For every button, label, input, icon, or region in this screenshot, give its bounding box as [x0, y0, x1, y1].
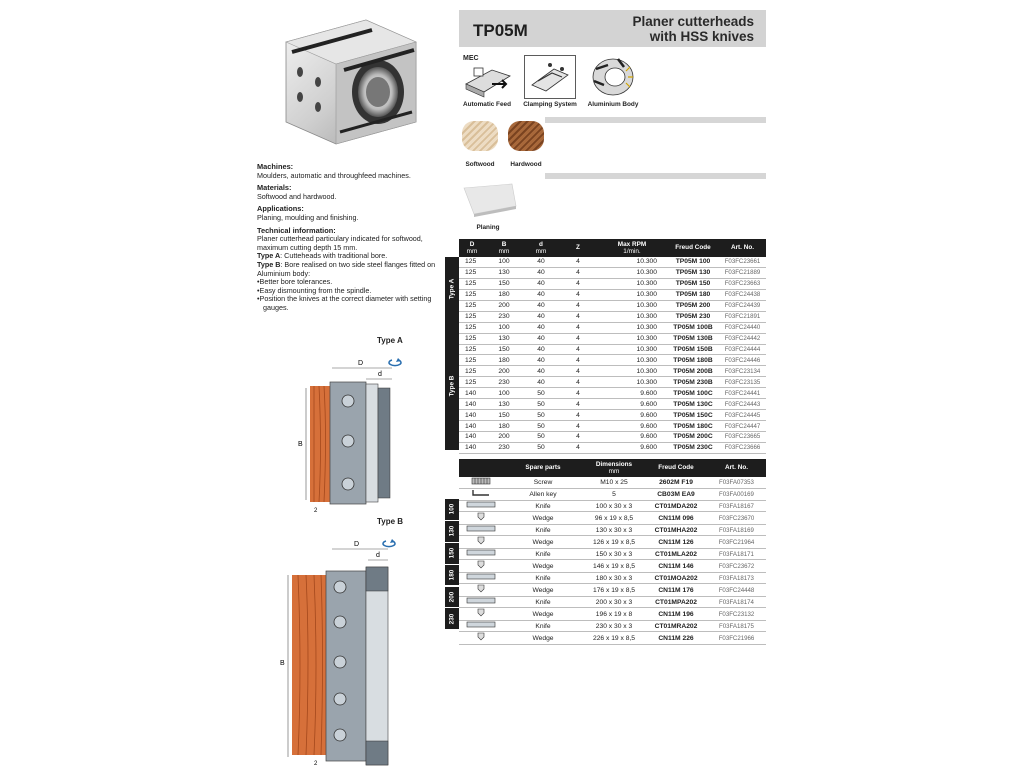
table-cell: F03FC24442 — [719, 333, 766, 344]
machines-text: Moulders, automatic and throughfeed machines. — [257, 170, 411, 180]
dim-d-upper-b: D — [354, 541, 360, 548]
table-cell: 9.600 — [597, 421, 667, 432]
product-info — [257, 163, 437, 313]
table-cell: 10.300 — [597, 344, 667, 355]
spare-part-name: Screw — [503, 477, 583, 489]
spare-part-name: Knife — [503, 525, 583, 536]
spare-part-name: Wedge — [503, 560, 583, 573]
spare-part-name: Wedge — [503, 512, 583, 525]
spare-icon-header — [459, 459, 503, 477]
table-cell: F03FC24443 — [719, 399, 766, 410]
table-cell: 10.300 — [597, 333, 667, 344]
table-cell: TP05M 230B — [667, 377, 719, 388]
table-row — [459, 366, 766, 377]
spare-parts-table — [459, 459, 766, 645]
materials-heading: Materials: — [257, 183, 292, 193]
table-cell: 10.300 — [597, 300, 667, 311]
spare-dimensions: 200 x 30 x 3 — [583, 597, 645, 608]
wedge-icon — [459, 512, 503, 525]
spare-row — [459, 525, 766, 536]
table-cell: 4 — [559, 257, 597, 267]
table-cell: 230 — [485, 377, 523, 388]
table-cell: TP05M 100 — [667, 257, 719, 267]
table-header-row — [459, 239, 766, 257]
table-cell: 4 — [559, 388, 597, 399]
table-cell: 40 — [523, 311, 559, 322]
table-cell: TP05M 150 — [667, 278, 719, 289]
spare-dimensions: 146 x 19 x 8,5 — [583, 560, 645, 573]
spare-group-label: 200 — [445, 587, 459, 608]
table-cell: TP05M 200C — [667, 432, 719, 443]
table-cell: 4 — [559, 300, 597, 311]
spare-dimensions: 130 x 30 x 3 — [583, 525, 645, 536]
spare-art-no: F03FA18174 — [707, 597, 766, 608]
spare-art-no: F03FC24448 — [707, 584, 766, 597]
automatic-feed-label: Automatic Feed — [463, 101, 511, 108]
table-row — [459, 278, 766, 289]
planing-icon — [460, 178, 520, 218]
cutterhead-photo — [266, 12, 426, 147]
table-cell: 125 — [459, 344, 485, 355]
mec-label: MEC — [463, 55, 479, 62]
table-cell: 200 — [485, 300, 523, 311]
spare-art-no: F03FA00169 — [707, 489, 766, 501]
spare-dimensions: 96 x 19 x 8,5 — [583, 512, 645, 525]
table-cell: TP05M 130 — [667, 267, 719, 278]
table-cell: 140 — [459, 388, 485, 399]
spare-freud-code: CN11M 096 — [645, 512, 707, 525]
spare-freud-code: CT01MRA202 — [645, 621, 707, 632]
table-cell: 200 — [485, 432, 523, 443]
table-cell: F03FC24446 — [719, 355, 766, 366]
table-cell: 50 — [523, 388, 559, 399]
knife-icon — [459, 501, 503, 512]
type-a-title: Type A — [377, 336, 403, 345]
spare-group-label: 180 — [445, 565, 459, 586]
table-cell: 40 — [523, 278, 559, 289]
dim-b: B — [298, 441, 303, 448]
table-cell: 230 — [485, 311, 523, 322]
spare-dimensions: 5 — [583, 489, 645, 501]
applications-text: Planing, moulding and finishing. — [257, 212, 359, 222]
spare-freud-code: CN11M 176 — [645, 584, 707, 597]
spare-row — [459, 549, 766, 560]
table-cell: 4 — [559, 432, 597, 443]
spare-art-no: F03FA18171 — [707, 549, 766, 560]
table-row — [459, 333, 766, 344]
table-cell: F03FC23665 — [719, 432, 766, 443]
table-cell: 40 — [523, 267, 559, 278]
table-cell: F03FC24439 — [719, 300, 766, 311]
table-cell: 200 — [485, 366, 523, 377]
spare-part-name: Wedge — [503, 608, 583, 621]
table-cell: 140 — [459, 410, 485, 421]
table-row — [459, 300, 766, 311]
table-cell: 4 — [559, 399, 597, 410]
spare-group-label: 230 — [445, 608, 459, 629]
table-cell: TP05M 200 — [667, 300, 719, 311]
bullet-list — [257, 278, 437, 312]
table-cell: TP05M 200B — [667, 366, 719, 377]
table-cell: 50 — [523, 421, 559, 432]
table-cell: 50 — [523, 442, 559, 453]
spare-art-no: F03FC23132 — [707, 608, 766, 621]
hardwood-label: Hardwood — [510, 161, 542, 168]
table-cell: 10.300 — [597, 311, 667, 322]
spare-art-no: F03FC23672 — [707, 560, 766, 573]
table-cell: 40 — [523, 377, 559, 388]
table-row — [459, 267, 766, 278]
wedge-icon — [459, 632, 503, 645]
table-cell: TP05M 130B — [667, 333, 719, 344]
table-cell: F03FC23661 — [719, 257, 766, 267]
spare-row — [459, 477, 766, 489]
spare-dimensions: 100 x 30 x 3 — [583, 501, 645, 512]
spare-art-no: F03FC21964 — [707, 536, 766, 549]
table-cell: TP05M 130C — [667, 399, 719, 410]
table-cell: F03FC21891 — [719, 311, 766, 322]
softwood-icon — [462, 121, 498, 151]
spare-art-no: F03FA18167 — [707, 501, 766, 512]
column-header: Z — [559, 239, 597, 257]
table-cell: 125 — [459, 311, 485, 322]
table-cell: 4 — [559, 355, 597, 366]
dimensions-header: Dimensions mm — [583, 459, 645, 477]
materials-text: Softwood and hardwood. — [257, 191, 337, 201]
table-row — [459, 311, 766, 322]
spare-row — [459, 621, 766, 632]
table-cell: TP05M 230 — [667, 311, 719, 322]
type-b-title: Type B — [377, 517, 404, 526]
product-code: TP05M — [473, 21, 528, 40]
table-cell: 230 — [485, 442, 523, 453]
table-cell: 50 — [523, 410, 559, 421]
table-cell: 40 — [523, 289, 559, 300]
spare-row — [459, 632, 766, 645]
bullet-item: • Better bore tolerances. — [257, 278, 437, 287]
spare-art-no: F03FA18169 — [707, 525, 766, 536]
spare-row — [459, 573, 766, 584]
spare-art-no: F03FA18175 — [707, 621, 766, 632]
spare-dimensions: 150 x 30 x 3 — [583, 549, 645, 560]
spare-part-name: Allen key — [503, 489, 583, 501]
table-cell: F03FC24444 — [719, 344, 766, 355]
table-cell: 180 — [485, 421, 523, 432]
table-cell: F03FC24440 — [719, 322, 766, 333]
table-cell: 40 — [523, 300, 559, 311]
table-cell: 10.300 — [597, 355, 667, 366]
type-b-row-label: Type B — [445, 321, 459, 450]
table-cell: 4 — [559, 410, 597, 421]
table-cell: F03FC24441 — [719, 388, 766, 399]
table-cell: 100 — [485, 322, 523, 333]
clamping-system-label: Clamping System — [523, 101, 577, 108]
dim-d-lower-b: d — [376, 552, 380, 559]
table-cell: 4 — [559, 322, 597, 333]
table-cell: TP05M 230C — [667, 442, 719, 453]
table-cell: 150 — [485, 344, 523, 355]
product-title: Planer cutterheads with HSS knives — [632, 14, 754, 44]
spare-row — [459, 512, 766, 525]
table-cell: 140 — [459, 432, 485, 443]
table-cell: 130 — [485, 399, 523, 410]
spare-freud-code: CT01MDA202 — [645, 501, 707, 512]
spare-part-name: Knife — [503, 597, 583, 608]
table-cell: 125 — [459, 322, 485, 333]
table-cell: 40 — [523, 322, 559, 333]
table-cell: 180 — [485, 355, 523, 366]
spare-art-no: F03FC21966 — [707, 632, 766, 645]
automatic-feed-icon — [462, 62, 514, 98]
spare-part-name: Wedge — [503, 584, 583, 597]
table-cell: 9.600 — [597, 388, 667, 399]
dim-d-lower: d — [378, 371, 382, 378]
spare-group-label: 130 — [445, 521, 459, 542]
spare-row — [459, 501, 766, 512]
type-a-description: Type A: Cutteheads with traditional bore. — [257, 251, 388, 261]
table-cell: 40 — [523, 333, 559, 344]
spare-row — [459, 536, 766, 549]
table-cell: 150 — [485, 278, 523, 289]
table-cell: 50 — [523, 432, 559, 443]
spare-freud-code: CT01MHA202 — [645, 525, 707, 536]
spare-row — [459, 608, 766, 621]
spare-freud-code: CT01MPA202 — [645, 597, 707, 608]
table-row — [459, 410, 766, 421]
table-cell: 125 — [459, 278, 485, 289]
table-cell: 40 — [523, 344, 559, 355]
table-cell: 9.600 — [597, 432, 667, 443]
table-cell: 130 — [485, 267, 523, 278]
type-b-description: Type B: Bore realised on two side steel flanges fitted on Aluminium body: — [257, 259, 436, 278]
table-cell: F03FC23134 — [719, 366, 766, 377]
table-row — [459, 388, 766, 399]
table-cell: 10.300 — [597, 267, 667, 278]
table-row — [459, 442, 766, 453]
type-a-row-label: Type A — [445, 257, 459, 321]
table-cell: F03FC24445 — [719, 410, 766, 421]
table-cell: TP05M 180 — [667, 289, 719, 300]
spare-parts-header: Spare parts — [503, 459, 583, 477]
table-cell: 4 — [559, 366, 597, 377]
freud-code-header: Freud Code — [645, 459, 707, 477]
main-spec-table — [459, 239, 766, 454]
spare-dimensions: M10 x 25 — [583, 477, 645, 489]
column-header: B mm — [485, 239, 523, 257]
table-cell: 125 — [459, 366, 485, 377]
table-row — [459, 399, 766, 410]
table-cell: 4 — [559, 289, 597, 300]
spare-row — [459, 489, 766, 501]
type-a-diagram — [292, 346, 412, 518]
table-cell: F03FC21889 — [719, 267, 766, 278]
table-cell: 10.300 — [597, 257, 667, 267]
spare-part-name: Knife — [503, 573, 583, 584]
table-cell: 140 — [459, 442, 485, 453]
table-cell: 125 — [459, 333, 485, 344]
product-header — [459, 10, 766, 47]
table-cell: 9.600 — [597, 442, 667, 453]
machines-heading: Machines: — [257, 162, 294, 171]
spare-row — [459, 584, 766, 597]
dim-d-upper: D — [358, 360, 364, 367]
table-cell: TP05M 100B — [667, 322, 719, 333]
aluminium-body-icon — [588, 55, 638, 99]
table-cell: 10.300 — [597, 377, 667, 388]
wedge-icon — [459, 536, 503, 549]
column-header: d mm — [523, 239, 559, 257]
table-cell: 125 — [459, 377, 485, 388]
table-cell: 140 — [459, 421, 485, 432]
allen-key-icon — [459, 489, 503, 501]
knife-icon — [459, 573, 503, 584]
table-cell: 4 — [559, 421, 597, 432]
spare-dimensions: 196 x 19 x 8 — [583, 608, 645, 621]
table-cell: 100 — [485, 388, 523, 399]
table-row — [459, 432, 766, 443]
table-cell: 180 — [485, 289, 523, 300]
table-cell: 10.300 — [597, 366, 667, 377]
table-cell: TP05M 100C — [667, 388, 719, 399]
dim-2: 2 — [314, 508, 318, 514]
spare-group-label: 150 — [445, 543, 459, 564]
table-row — [459, 344, 766, 355]
knife-icon — [459, 525, 503, 536]
knife-icon — [459, 549, 503, 560]
spare-part-name: Knife — [503, 501, 583, 512]
table-row — [459, 322, 766, 333]
table-cell: TP05M 180C — [667, 421, 719, 432]
table-cell: 9.600 — [597, 410, 667, 421]
divider-bar — [545, 117, 766, 123]
table-cell: 125 — [459, 355, 485, 366]
technical-heading: Technical information: — [257, 225, 336, 235]
table-cell: 4 — [559, 278, 597, 289]
spare-part-name: Wedge — [503, 632, 583, 645]
table-cell: 150 — [485, 410, 523, 421]
table-cell: 40 — [523, 366, 559, 377]
table-cell: 125 — [459, 257, 485, 267]
aluminium-body-label: Aluminium Body — [587, 101, 639, 108]
applications-heading: Applications: — [257, 204, 304, 214]
table-row — [459, 377, 766, 388]
table-cell: 50 — [523, 399, 559, 410]
spare-art-no: F03FA18173 — [707, 573, 766, 584]
column-header: D mm — [459, 239, 485, 257]
table-cell: F03FC24438 — [719, 289, 766, 300]
table-cell: 130 — [485, 333, 523, 344]
spare-freud-code: CT01MOA202 — [645, 573, 707, 584]
spare-freud-code: 2602M F19 — [645, 477, 707, 489]
table-cell: 4 — [559, 344, 597, 355]
spare-row — [459, 560, 766, 573]
table-cell: 10.300 — [597, 322, 667, 333]
wedge-icon — [459, 608, 503, 621]
table-cell: 40 — [523, 355, 559, 366]
spare-part-name: Knife — [503, 549, 583, 560]
spare-art-no: F03FC23670 — [707, 512, 766, 525]
table-cell: F03FC24447 — [719, 421, 766, 432]
table-row — [459, 421, 766, 432]
table-row — [459, 289, 766, 300]
table-cell: 125 — [459, 300, 485, 311]
table-cell: 4 — [559, 333, 597, 344]
planing-label: Planing — [476, 224, 500, 231]
column-header: Max RPM 1/min. — [597, 239, 667, 257]
table-row — [459, 257, 766, 267]
spare-row — [459, 597, 766, 608]
spare-freud-code: CN11M 226 — [645, 632, 707, 645]
dim-2-b: 2 — [314, 761, 318, 767]
spare-dimensions: 230 x 30 x 3 — [583, 621, 645, 632]
table-cell: 125 — [459, 267, 485, 278]
hardwood-icon — [508, 121, 544, 151]
spare-freud-code: CB03M EA9 — [645, 489, 707, 501]
screw-icon — [459, 477, 503, 489]
table-cell: 4 — [559, 442, 597, 453]
type-b-diagram — [276, 527, 408, 767]
spare-art-no: F03FA07353 — [707, 477, 766, 489]
divider-bar — [545, 173, 766, 179]
knife-icon — [459, 621, 503, 632]
spare-dimensions: 226 x 19 x 8,5 — [583, 632, 645, 645]
table-cell: TP05M 150C — [667, 410, 719, 421]
bullet-item: • Position the knives at the correct diameter with setting gauges. — [257, 295, 437, 312]
table-cell: 4 — [559, 377, 597, 388]
art-no-header: Art. No. — [707, 459, 766, 477]
table-cell: 100 — [485, 257, 523, 267]
table-cell: 9.600 — [597, 399, 667, 410]
table-cell: 125 — [459, 289, 485, 300]
knife-icon — [459, 597, 503, 608]
spare-group-label: 100 — [445, 499, 459, 520]
spare-freud-code: CN11M 196 — [645, 608, 707, 621]
table-cell: 10.300 — [597, 289, 667, 300]
column-header: Art. No. — [719, 239, 766, 257]
softwood-label: Softwood — [465, 161, 495, 168]
spare-freud-code: CT01MLA202 — [645, 549, 707, 560]
spare-dimensions: 180 x 30 x 3 — [583, 573, 645, 584]
spare-freud-code: CN11M 146 — [645, 560, 707, 573]
wedge-icon — [459, 560, 503, 573]
table-cell: TP05M 180B — [667, 355, 719, 366]
table-cell: F03FC23135 — [719, 377, 766, 388]
table-cell: 10.300 — [597, 278, 667, 289]
spare-freud-code: CN11M 126 — [645, 536, 707, 549]
spare-header-row — [459, 459, 766, 477]
table-cell: 40 — [523, 257, 559, 267]
table-row — [459, 355, 766, 366]
table-cell: F03FC23666 — [719, 442, 766, 453]
table-cell: F03FC23663 — [719, 278, 766, 289]
wedge-icon — [459, 584, 503, 597]
table-cell: TP05M 150B — [667, 344, 719, 355]
spare-part-name: Wedge — [503, 536, 583, 549]
column-header: Freud Code — [667, 239, 719, 257]
clamping-system-icon — [524, 55, 576, 99]
bullet-item: • Easy dismounting from the spindle. — [257, 287, 437, 296]
table-cell: 4 — [559, 311, 597, 322]
spare-dimensions: 176 x 19 x 8,5 — [583, 584, 645, 597]
table-cell: 140 — [459, 399, 485, 410]
spare-dimensions: 126 x 19 x 8,5 — [583, 536, 645, 549]
table-cell: 4 — [559, 267, 597, 278]
dim-b-b: B — [280, 660, 285, 667]
technical-text: Planer cutterhead particulary indicated for softwood, maximum cutting depth 15 mm. — [257, 234, 423, 252]
spare-part-name: Knife — [503, 621, 583, 632]
